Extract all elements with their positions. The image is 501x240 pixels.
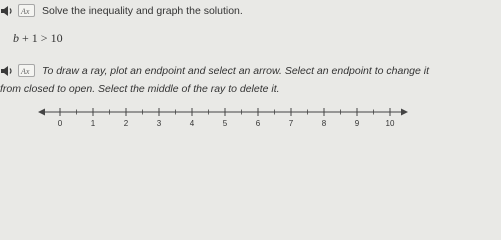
inequality-rhs: 10 xyxy=(50,31,63,45)
tick-label: 6 xyxy=(255,119,261,128)
tick-label: 8 xyxy=(321,119,327,128)
tick-label: 4 xyxy=(189,119,195,128)
instructions-line-1: To draw a ray, plot an endpoint and select an arrow. Select an endpoint to change it xyxy=(42,64,430,77)
tick-label: 10 xyxy=(385,119,395,128)
tick-label: 5 xyxy=(222,119,228,128)
tick-label: 7 xyxy=(288,119,294,128)
tick-label: 9 xyxy=(354,119,360,128)
instructions-line-2: from closed to open. Select the middle of the ray to delete it. xyxy=(0,83,280,95)
inequality-variable: b xyxy=(13,31,19,45)
number-line-graph[interactable] xyxy=(38,108,408,128)
svg-text:Ax: Ax xyxy=(21,7,30,15)
greater-than-sign: > xyxy=(37,31,51,45)
right-arrow-icon xyxy=(401,109,408,116)
inequality-constant: 1 xyxy=(31,31,38,45)
tick-label: 3 xyxy=(156,119,162,128)
tick-label: 1 xyxy=(90,119,96,128)
tick-label: 0 xyxy=(57,119,63,128)
svg-text:Ax: Ax xyxy=(21,67,30,75)
tick-label: 2 xyxy=(123,119,129,128)
left-arrow-icon xyxy=(38,109,45,116)
plus-sign: + xyxy=(19,31,32,45)
question-prompt: Solve the inequality and graph the solution. xyxy=(42,4,243,17)
